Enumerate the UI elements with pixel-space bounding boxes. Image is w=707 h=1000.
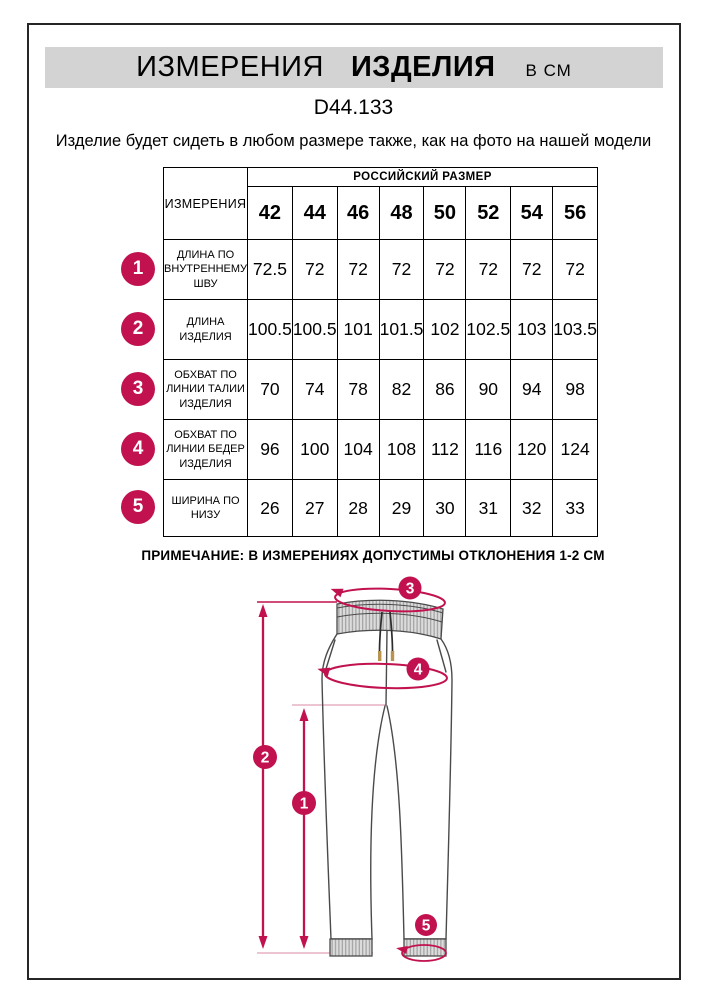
measure-value: 86 bbox=[424, 360, 466, 420]
measure-value: 78 bbox=[337, 360, 379, 420]
measure-value: 72.5 bbox=[248, 240, 293, 300]
measure-value: 32 bbox=[511, 480, 553, 537]
size-col-header: 50 bbox=[424, 187, 466, 240]
measure-label: ОБХВАТ ПО ЛИНИИ БЕДЕР ИЗДЕЛИЯ bbox=[164, 420, 248, 480]
callout-1 bbox=[292, 791, 316, 815]
measure-value: 28 bbox=[337, 480, 379, 537]
size-group-header-cell: РОССИЙСКИЙ РАЗМЕР bbox=[248, 168, 598, 187]
callout-5 bbox=[415, 914, 437, 936]
left-cuff bbox=[330, 939, 372, 956]
size-col-header: 48 bbox=[379, 187, 424, 240]
measure-2-badge: 2 bbox=[121, 312, 155, 346]
title-word-product: ИЗДЕЛИЯ bbox=[350, 51, 496, 83]
measure-value: 72 bbox=[553, 240, 598, 300]
size-col-header: 54 bbox=[511, 187, 553, 240]
svg-text:1: 1 bbox=[299, 795, 309, 813]
measure-value: 101 bbox=[337, 300, 379, 360]
measure-value: 98 bbox=[553, 360, 598, 420]
measure-value: 96 bbox=[248, 420, 293, 480]
measure-value: 116 bbox=[466, 420, 511, 480]
inseam-length-arrow bbox=[300, 708, 309, 949]
title-units: В СМ bbox=[525, 61, 572, 80]
callout-4 bbox=[407, 658, 430, 681]
size-col-header: 44 bbox=[292, 187, 337, 240]
measure-label: ДЛИНА ИЗДЕЛИЯ bbox=[164, 300, 248, 360]
size-col-header: 46 bbox=[337, 187, 379, 240]
svg-text:3: 3 bbox=[405, 580, 415, 598]
measure-value: 100.5 bbox=[248, 300, 293, 360]
pants-diagram bbox=[225, 572, 545, 992]
measure-value: 112 bbox=[424, 420, 466, 480]
measure-value: 74 bbox=[292, 360, 337, 420]
measure-5-badge: 5 bbox=[121, 490, 155, 524]
measure-value: 72 bbox=[424, 240, 466, 300]
measure-value: 72 bbox=[511, 240, 553, 300]
measure-label: ДЛИНА ПО ВНУТРЕННЕМУ ШВУ bbox=[164, 240, 248, 300]
measure-value: 27 bbox=[292, 480, 337, 537]
callout-3 bbox=[399, 577, 422, 600]
measure-value: 100 bbox=[292, 420, 337, 480]
title-bar bbox=[45, 47, 663, 88]
measure-value: 103.5 bbox=[553, 300, 598, 360]
measure-value: 33 bbox=[553, 480, 598, 537]
measure-label: ШИРИНА ПО НИЗУ bbox=[164, 480, 248, 537]
measure-value: 120 bbox=[511, 420, 553, 480]
fit-note: Изделие будет сидеть в любом размере также, как на фото на нашей модели bbox=[55, 132, 652, 150]
measure-value: 102 bbox=[424, 300, 466, 360]
measure-value: 26 bbox=[248, 480, 293, 537]
measure-value: 70 bbox=[248, 360, 293, 420]
measure-value: 102.5 bbox=[466, 300, 511, 360]
measure-4-badge: 4 bbox=[121, 432, 155, 466]
measure-value: 72 bbox=[379, 240, 424, 300]
measure-3-badge: 3 bbox=[121, 372, 155, 406]
drawstring-aglet bbox=[378, 651, 381, 661]
callout-2 bbox=[253, 745, 277, 769]
measurements-header-cell: ИЗМЕРЕНИЯ bbox=[164, 168, 248, 240]
measure-value: 29 bbox=[379, 480, 424, 537]
title-word-measurements: ИЗМЕРЕНИЯ bbox=[136, 51, 324, 83]
size-table bbox=[163, 167, 598, 537]
measure-1-badge: 1 bbox=[121, 252, 155, 286]
measure-label: ОБХВАТ ПО ЛИНИИ ТАЛИИ ИЗДЕЛИЯ bbox=[164, 360, 248, 420]
size-col-header: 42 bbox=[248, 187, 293, 240]
drawstring-aglet bbox=[391, 651, 394, 661]
svg-text:5: 5 bbox=[421, 917, 431, 935]
model-code: D44.133 bbox=[313, 96, 394, 119]
measure-value: 104 bbox=[337, 420, 379, 480]
measure-value: 72 bbox=[292, 240, 337, 300]
measure-value: 101.5 bbox=[379, 300, 424, 360]
measure-value: 94 bbox=[511, 360, 553, 420]
svg-text:2: 2 bbox=[260, 749, 270, 767]
pants-outline bbox=[322, 631, 452, 939]
measure-value: 124 bbox=[553, 420, 598, 480]
size-col-header: 56 bbox=[553, 187, 598, 240]
measure-value: 90 bbox=[466, 360, 511, 420]
measure-value: 72 bbox=[466, 240, 511, 300]
measure-value: 31 bbox=[466, 480, 511, 537]
svg-text:4: 4 bbox=[413, 661, 423, 679]
tolerance-note: ПРИМЕЧАНИЕ: В ИЗМЕРЕНИЯХ ДОПУСТИМЫ ОТКЛОНЕНИЯ 1-2 СМ bbox=[141, 548, 605, 563]
size-col-header: 52 bbox=[466, 187, 511, 240]
measure-value: 108 bbox=[379, 420, 424, 480]
measure-value: 103 bbox=[511, 300, 553, 360]
measure-value: 82 bbox=[379, 360, 424, 420]
measure-value: 30 bbox=[424, 480, 466, 537]
full-length-arrow bbox=[259, 604, 268, 949]
measure-value: 100.5 bbox=[292, 300, 337, 360]
measure-value: 72 bbox=[337, 240, 379, 300]
